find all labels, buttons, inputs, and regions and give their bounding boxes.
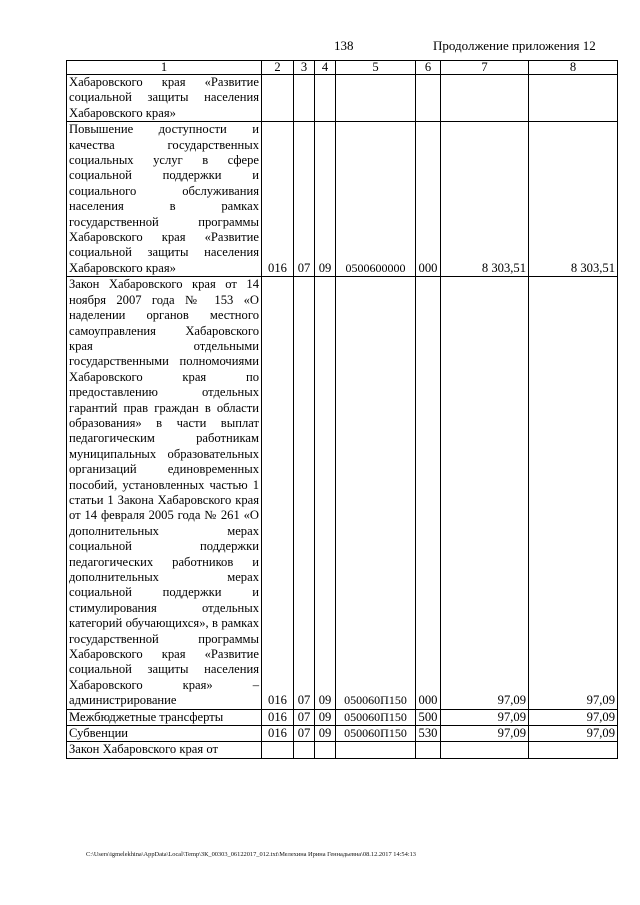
column-header: 6 (416, 61, 441, 75)
column-header: 7 (441, 61, 529, 75)
column-header: 5 (336, 61, 416, 75)
column-header: 8 (529, 61, 618, 75)
budget-table (66, 60, 618, 759)
row-name: Закон Хабаровского края от 14 ноября 2007 года № 153 «О наделении органов местного самоуправления Хабаровского края отдельными государственными полномочиями Хабаровского края по предоставлению отдельных гарантий прав граждан в области образования» в части выплат педагогическим работникам муниципальных образовательных организаций единовременных пособий, установленных частью 1 статьи 1 Закона Хабаровского края от 14 февраля 2005 года № 261 «О дополнительных мерах социальной поддержки педагогических работников и дополнительных мерах социальной поддержки и стимулирования отдельных категорий обучающихся», в рамках государственной программы Хабаровского края «Развитие социальной защиты населения Хабаровского края» – администрирование (67, 277, 262, 709)
cell-col2 (262, 75, 294, 122)
cell-col2: 016 (262, 726, 294, 742)
row-name: Повышение доступности и качества государственных социальных услуг в сфере социальной поддержки и социального обслуживания населения в рамках государственной программы Хабаровского края «Развитие социальной защиты населения Хабаровского края» (67, 122, 262, 277)
cell-col7 (441, 75, 529, 122)
cell-col5: 050060П150 (336, 726, 416, 742)
cell-col7: 97,09 (441, 277, 529, 709)
cell-col6: 530 (416, 726, 441, 742)
column-header: 4 (315, 61, 336, 75)
cell-col3: 07 (294, 122, 315, 277)
cell-col7: 97,09 (441, 709, 529, 725)
cell-col7: 8 303,51 (441, 122, 529, 277)
column-header: 3 (294, 61, 315, 75)
column-header: 1 (67, 61, 262, 75)
cell-col5: 050060П150 (336, 709, 416, 725)
cell-col8: 97,09 (529, 709, 618, 725)
cell-col4: 09 (315, 122, 336, 277)
cell-col2: 016 (262, 277, 294, 709)
cell-col6: 500 (416, 709, 441, 725)
cell-col8: 97,09 (529, 277, 618, 709)
cell-col8 (529, 75, 618, 122)
row-name: Закон Хабаровского края от (67, 742, 262, 758)
cell-col4: 09 (315, 277, 336, 709)
cell-col4 (315, 742, 336, 758)
cell-col2: 016 (262, 709, 294, 725)
cell-col8: 8 303,51 (529, 122, 618, 277)
table-header-row (67, 61, 618, 75)
cell-col8: 97,09 (529, 726, 618, 742)
page-number: 138 (334, 38, 354, 53)
row-name: Межбюджетные трансферты (67, 709, 262, 725)
row-name: Субвенции (67, 726, 262, 742)
cell-col5 (336, 75, 416, 122)
table-row (67, 122, 618, 277)
cell-col3: 07 (294, 709, 315, 725)
cell-col3: 07 (294, 277, 315, 709)
table-row (67, 726, 618, 742)
table-row (67, 75, 618, 122)
cell-col5: 0500600000 (336, 122, 416, 277)
appendix-caption: Продолжение приложения 12 (433, 38, 596, 53)
column-header: 2 (262, 61, 294, 75)
cell-col3: 07 (294, 726, 315, 742)
cell-col6 (416, 75, 441, 122)
cell-col6: 000 (416, 122, 441, 277)
file-path-footer: C:\Users\igmelekhina\AppData\Local\Temp\ЗК_00303_06122017_012.txt\Мелехина Ирина Геннадьевна\08.12.2017 14:54:13 (86, 851, 416, 858)
cell-col5 (336, 742, 416, 758)
cell-col4: 09 (315, 726, 336, 742)
table-row (67, 709, 618, 725)
cell-col7 (441, 742, 529, 758)
cell-col7: 97,09 (441, 726, 529, 742)
cell-col3 (294, 742, 315, 758)
cell-col6 (416, 742, 441, 758)
cell-col2 (262, 742, 294, 758)
cell-col4 (315, 75, 336, 122)
cell-col5: 050060П150 (336, 277, 416, 709)
cell-col4: 09 (315, 709, 336, 725)
row-name: Хабаровского края «Развитие социальной защиты населения Хабаровского края» (67, 75, 262, 122)
cell-col3 (294, 75, 315, 122)
cell-col8 (529, 742, 618, 758)
table-row (67, 742, 618, 758)
cell-col6: 000 (416, 277, 441, 709)
cell-col2: 016 (262, 122, 294, 277)
table-row (67, 277, 618, 709)
